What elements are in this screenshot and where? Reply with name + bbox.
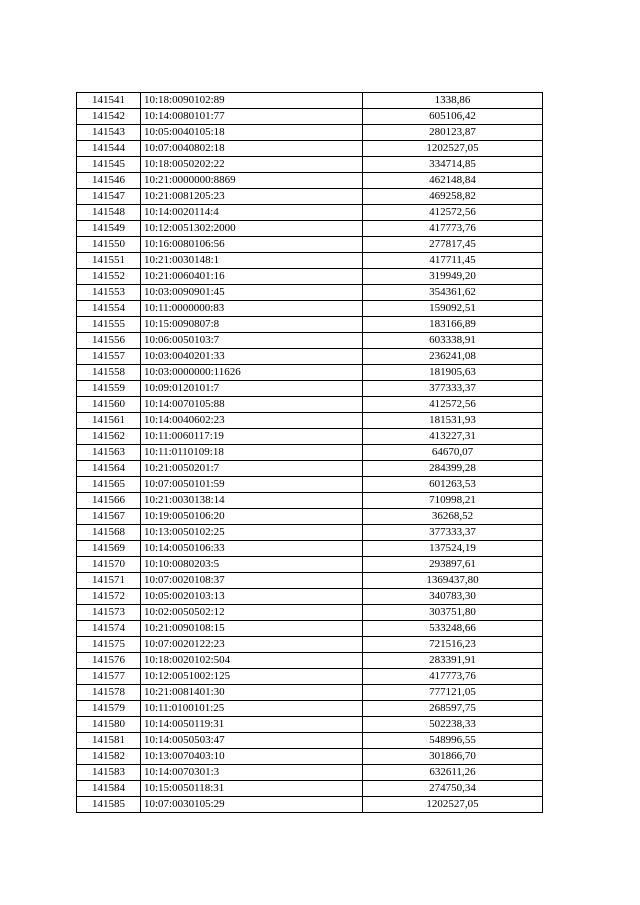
row-number-cell: 141541 — [77, 93, 141, 109]
row-number-cell: 141572 — [77, 589, 141, 605]
row-number-cell: 141550 — [77, 237, 141, 253]
row-number-cell: 141549 — [77, 221, 141, 237]
table-row — [77, 781, 543, 797]
value-cell: 64670,07 — [363, 445, 543, 461]
cadastral-number-cell: 10:11:0110109:18 — [141, 445, 363, 461]
table-row — [77, 93, 543, 109]
value-cell: 632611,26 — [363, 765, 543, 781]
cadastral-number-cell: 10:13:0070403:10 — [141, 749, 363, 765]
cadastral-number-cell: 10:14:0050106:33 — [141, 541, 363, 557]
value-cell: 283391,91 — [363, 653, 543, 669]
value-cell: 303751,80 — [363, 605, 543, 621]
row-number-cell: 141545 — [77, 157, 141, 173]
value-cell: 533248,66 — [363, 621, 543, 637]
value-cell: 377333,37 — [363, 525, 543, 541]
cadastral-number-cell: 10:06:0050103:7 — [141, 333, 363, 349]
value-cell: 293897,61 — [363, 557, 543, 573]
cadastral-number-cell: 10:21:0081401:30 — [141, 685, 363, 701]
row-number-cell: 141573 — [77, 605, 141, 621]
cadastral-number-cell: 10:14:0020114:4 — [141, 205, 363, 221]
row-number-cell: 141558 — [77, 365, 141, 381]
value-cell: 354361,62 — [363, 285, 543, 301]
table-row — [77, 173, 543, 189]
cadastral-number-cell: 10:15:0050118:31 — [141, 781, 363, 797]
table-row — [77, 605, 543, 621]
value-cell: 280123,87 — [363, 125, 543, 141]
row-number-cell: 141576 — [77, 653, 141, 669]
value-cell: 548996,55 — [363, 733, 543, 749]
value-cell: 277817,45 — [363, 237, 543, 253]
cadastral-number-cell: 10:03:0090901:45 — [141, 285, 363, 301]
row-number-cell: 141578 — [77, 685, 141, 701]
row-number-cell: 141580 — [77, 717, 141, 733]
row-number-cell: 141560 — [77, 397, 141, 413]
row-number-cell: 141569 — [77, 541, 141, 557]
row-number-cell: 141562 — [77, 429, 141, 445]
row-number-cell: 141554 — [77, 301, 141, 317]
row-number-cell: 141544 — [77, 141, 141, 157]
table-row — [77, 317, 543, 333]
table-row — [77, 461, 543, 477]
cadastral-number-cell: 10:14:0070105:88 — [141, 397, 363, 413]
table-row — [77, 717, 543, 733]
cadastral-number-cell: 10:21:0050201:7 — [141, 461, 363, 477]
cadastral-number-cell: 10:02:0050502:12 — [141, 605, 363, 621]
row-number-cell: 141561 — [77, 413, 141, 429]
cadastral-number-cell: 10:07:0020108:37 — [141, 573, 363, 589]
value-cell: 274750,34 — [363, 781, 543, 797]
value-cell: 417773,76 — [363, 669, 543, 685]
cadastral-number-cell: 10:11:0100101:25 — [141, 701, 363, 717]
value-cell: 340783,30 — [363, 589, 543, 605]
value-cell: 1338,86 — [363, 93, 543, 109]
value-cell: 159092,51 — [363, 301, 543, 317]
value-cell: 268597,75 — [363, 701, 543, 717]
table-row — [77, 333, 543, 349]
value-cell: 377333,37 — [363, 381, 543, 397]
row-number-cell: 141557 — [77, 349, 141, 365]
table-row — [77, 237, 543, 253]
value-cell: 36268,52 — [363, 509, 543, 525]
cadastral-number-cell: 10:03:0000000:11626 — [141, 365, 363, 381]
cadastral-number-cell: 10:07:0030105:29 — [141, 797, 363, 813]
table-row — [77, 125, 543, 141]
cadastral-value-table — [76, 92, 543, 813]
row-number-cell: 141559 — [77, 381, 141, 397]
row-number-cell: 141542 — [77, 109, 141, 125]
table-row — [77, 797, 543, 813]
table-row — [77, 509, 543, 525]
row-number-cell: 141579 — [77, 701, 141, 717]
table-row — [77, 733, 543, 749]
table-row — [77, 445, 543, 461]
value-cell: 413227,31 — [363, 429, 543, 445]
value-cell: 605106,42 — [363, 109, 543, 125]
table-row — [77, 557, 543, 573]
value-cell: 603338,91 — [363, 333, 543, 349]
cadastral-number-cell: 10:18:0020102:504 — [141, 653, 363, 669]
value-cell: 417773,76 — [363, 221, 543, 237]
table-row — [77, 573, 543, 589]
table-row — [77, 221, 543, 237]
cadastral-number-cell: 10:19:0050106:20 — [141, 509, 363, 525]
table-row — [77, 669, 543, 685]
table-row — [77, 285, 543, 301]
cadastral-number-cell: 10:14:0080101:77 — [141, 109, 363, 125]
table-row — [77, 765, 543, 781]
row-number-cell: 141546 — [77, 173, 141, 189]
row-number-cell: 141566 — [77, 493, 141, 509]
cadastral-number-cell: 10:21:0090108:15 — [141, 621, 363, 637]
value-cell: 417711,45 — [363, 253, 543, 269]
value-cell: 1202527,05 — [363, 797, 543, 813]
table-row — [77, 429, 543, 445]
cadastral-number-cell: 10:21:0081205:23 — [141, 189, 363, 205]
table-row — [77, 701, 543, 717]
table-row — [77, 477, 543, 493]
cadastral-number-cell: 10:05:0040105:18 — [141, 125, 363, 141]
cadastral-number-cell: 10:12:0051002:125 — [141, 669, 363, 685]
cadastral-number-cell: 10:18:0090102:89 — [141, 93, 363, 109]
table-row — [77, 493, 543, 509]
row-number-cell: 141571 — [77, 573, 141, 589]
value-cell: 502238,33 — [363, 717, 543, 733]
row-number-cell: 141551 — [77, 253, 141, 269]
table-row — [77, 653, 543, 669]
value-cell: 462148,84 — [363, 173, 543, 189]
value-cell: 183166,89 — [363, 317, 543, 333]
table-row — [77, 749, 543, 765]
table-row — [77, 381, 543, 397]
value-cell: 301866,70 — [363, 749, 543, 765]
table-row — [77, 157, 543, 173]
cadastral-number-cell: 10:14:0070301:3 — [141, 765, 363, 781]
value-cell: 1202527,05 — [363, 141, 543, 157]
value-cell: 181531,93 — [363, 413, 543, 429]
row-number-cell: 141555 — [77, 317, 141, 333]
table-row — [77, 621, 543, 637]
cadastral-number-cell: 10:13:0050102:25 — [141, 525, 363, 541]
row-number-cell: 141575 — [77, 637, 141, 653]
table-row — [77, 109, 543, 125]
table-row — [77, 365, 543, 381]
row-number-cell: 141582 — [77, 749, 141, 765]
value-cell: 601263,53 — [363, 477, 543, 493]
value-cell: 777121,05 — [363, 685, 543, 701]
row-number-cell: 141570 — [77, 557, 141, 573]
cadastral-number-cell: 10:16:0080106:56 — [141, 237, 363, 253]
row-number-cell: 141553 — [77, 285, 141, 301]
cadastral-number-cell: 10:14:0050119:31 — [141, 717, 363, 733]
row-number-cell: 141552 — [77, 269, 141, 285]
table-row — [77, 397, 543, 413]
value-cell: 319949,20 — [363, 269, 543, 285]
row-number-cell: 141574 — [77, 621, 141, 637]
value-cell: 284399,28 — [363, 461, 543, 477]
value-cell: 412572,56 — [363, 205, 543, 221]
value-cell: 334714,85 — [363, 157, 543, 173]
table-row — [77, 525, 543, 541]
table-row — [77, 301, 543, 317]
table-row — [77, 589, 543, 605]
table-row — [77, 141, 543, 157]
row-number-cell: 141565 — [77, 477, 141, 493]
cadastral-number-cell: 10:21:0030148:1 — [141, 253, 363, 269]
table-row — [77, 349, 543, 365]
cadastral-number-cell: 10:14:0040602:23 — [141, 413, 363, 429]
cadastral-number-cell: 10:11:0060117:19 — [141, 429, 363, 445]
table-row — [77, 189, 543, 205]
cadastral-number-cell: 10:15:0090807:8 — [141, 317, 363, 333]
table-row — [77, 205, 543, 221]
table-body — [77, 93, 543, 813]
cadastral-number-cell: 10:10:0080203:5 — [141, 557, 363, 573]
value-cell: 469258,82 — [363, 189, 543, 205]
cadastral-number-cell: 10:05:0020103:13 — [141, 589, 363, 605]
cadastral-number-cell: 10:21:0060401:16 — [141, 269, 363, 285]
table-row — [77, 413, 543, 429]
row-number-cell: 141556 — [77, 333, 141, 349]
table-row — [77, 541, 543, 557]
cadastral-number-cell: 10:09:0120101:7 — [141, 381, 363, 397]
row-number-cell: 141563 — [77, 445, 141, 461]
row-number-cell: 141568 — [77, 525, 141, 541]
cadastral-number-cell: 10:11:0000000:83 — [141, 301, 363, 317]
cadastral-number-cell: 10:12:0051302:2000 — [141, 221, 363, 237]
cadastral-number-cell: 10:14:0050503:47 — [141, 733, 363, 749]
cadastral-number-cell: 10:21:0030138:14 — [141, 493, 363, 509]
value-cell: 1369437,80 — [363, 573, 543, 589]
value-cell: 137524,19 — [363, 541, 543, 557]
cadastral-number-cell: 10:21:0000000:8869 — [141, 173, 363, 189]
row-number-cell: 141585 — [77, 797, 141, 813]
table-row — [77, 253, 543, 269]
table-row — [77, 637, 543, 653]
row-number-cell: 141548 — [77, 205, 141, 221]
cadastral-number-cell: 10:18:0050202:22 — [141, 157, 363, 173]
row-number-cell: 141581 — [77, 733, 141, 749]
row-number-cell: 141567 — [77, 509, 141, 525]
cadastral-number-cell: 10:03:0040201:33 — [141, 349, 363, 365]
value-cell: 412572,56 — [363, 397, 543, 413]
cadastral-number-cell: 10:07:0040802:18 — [141, 141, 363, 157]
row-number-cell: 141577 — [77, 669, 141, 685]
value-cell: 710998,21 — [363, 493, 543, 509]
row-number-cell: 141564 — [77, 461, 141, 477]
value-cell: 721516,23 — [363, 637, 543, 653]
row-number-cell: 141583 — [77, 765, 141, 781]
value-cell: 181905,63 — [363, 365, 543, 381]
row-number-cell: 141584 — [77, 781, 141, 797]
value-cell: 236241,08 — [363, 349, 543, 365]
table-row — [77, 685, 543, 701]
row-number-cell: 141547 — [77, 189, 141, 205]
row-number-cell: 141543 — [77, 125, 141, 141]
cadastral-number-cell: 10:07:0050101:59 — [141, 477, 363, 493]
table-row — [77, 269, 543, 285]
cadastral-number-cell: 10:07:0020122:23 — [141, 637, 363, 653]
